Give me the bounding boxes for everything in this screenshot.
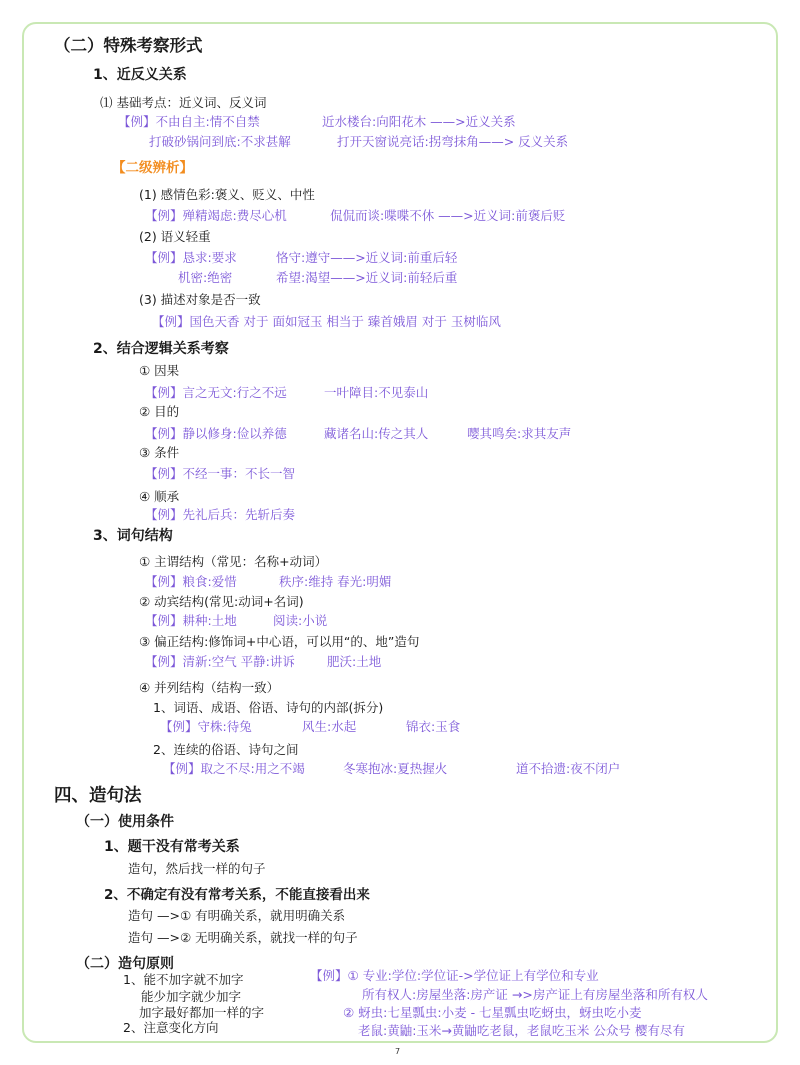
example-text: 打破砂锅问到底:不求甚解	[149, 134, 291, 149]
example-text: 嘤其鸣矣:求其友声	[467, 426, 572, 441]
example-text: 【例】不由自主:情不自禁	[118, 114, 260, 129]
example-text: 【例】不经一事：不长一智	[145, 466, 296, 481]
text-line: ④ 顺承	[139, 489, 180, 504]
text-line: ② 动宾结构(常见:动词+名词)	[139, 594, 304, 609]
example-text: 藏诸名山:传之其人	[324, 426, 429, 441]
text-line: 造句 —>② 无明确关系，就找一样的句子	[128, 930, 358, 945]
example-text: 所有权人:房屋坐落:房产证 →>房产证上有房屋坐落和所有权人	[362, 987, 708, 1002]
example-text: 【例】国色天香 对于 面如冠玉 相当于 臻首娥眉 对于 玉树临风	[152, 314, 501, 329]
text-line: ④ 并列结构（结构一致）	[139, 680, 280, 695]
example-text: 【例】先礼后兵：先斩后奏	[145, 507, 296, 522]
example-text: 老鼠:黄鼬:玉米→黄鼬吃老鼠，老鼠吃玉米 公众号 樱有尽有	[358, 1023, 685, 1038]
text-line: 1、词语、成语、俗语、诗句的内部(拆分)	[153, 700, 384, 715]
example-text: 近水楼台:向阳花木 ——>近义关系	[322, 114, 516, 129]
example-text: 秩序:维持 春光:明媚	[279, 574, 392, 589]
text-line: 造句 —>① 有明确关系，就用明确关系	[128, 908, 346, 923]
text-line: (3) 描述对象是否一致	[139, 292, 261, 307]
text-line: ③ 偏正结构:修饰词+中心语，可以用“的、地”造句	[139, 634, 420, 649]
text-line: ① 主谓结构（常见：名称+动词）	[139, 554, 328, 569]
text-line: 2、连续的俗语、诗句之间	[153, 742, 299, 757]
text-line: ② 目的	[139, 404, 180, 419]
text-line: ③ 条件	[139, 445, 180, 460]
example-text: 恪守:遵守——>近义词:前重后轻	[276, 250, 458, 265]
example-text: 阅读:小说	[273, 613, 328, 628]
example-text: 【例】① 专业:学位:学位证->学位证上有学位和专业	[310, 968, 599, 983]
text-line: 2、注意变化方向	[123, 1020, 219, 1035]
text-line: (2) 语义轻重	[139, 229, 211, 244]
subsection-title: 2、结合逻辑关系考察	[93, 341, 229, 357]
page-number: 7	[395, 1047, 401, 1056]
example-text: 【例】言之无文:行之不远	[145, 385, 287, 400]
example-text: 道不拾遗:夜不闭户	[516, 761, 621, 776]
example-text: 希望:渴望——>近义词:前轻后重	[276, 270, 458, 285]
subsection-title: 3、词句结构	[93, 528, 173, 544]
example-text: 打开天窗说亮话:拐弯抹角——> 反义关系	[337, 134, 569, 149]
text-line: 造句，然后找一样的句子	[128, 861, 266, 876]
subsection-title: 2、不确定有没有常考关系，不能直接看出来	[104, 887, 370, 903]
text-line: ① 因果	[139, 363, 180, 378]
example-text: 【例】静以修身:俭以养德	[145, 426, 287, 441]
example-text: 【例】耕种:土地	[145, 613, 237, 628]
example-text: 【例】粮食:爱惜	[145, 574, 237, 589]
section-title: （二）特殊考察形式	[54, 36, 203, 55]
text-line: 能少加字就少加字	[141, 989, 242, 1004]
text-line: ⑴ 基础考点：近义词、反义词	[100, 95, 267, 110]
example-text: 一叶障目:不见泰山	[324, 385, 429, 400]
section-title: （一）使用条件	[76, 814, 174, 830]
example-text: 冬寒抱冰:夏热握火	[343, 761, 448, 776]
example-text: 侃侃而谈:喋喋不休 ——>近义词:前褒后贬	[330, 208, 566, 223]
text-line: 1、能不加字就不加字	[123, 972, 244, 987]
subsection-title: 1、题干没有常考关系	[104, 839, 240, 855]
example-text: 【例】殚精竭虑:费尽心机	[145, 208, 287, 223]
highlight-label: 【二级辨析】	[112, 160, 193, 176]
example-text: 【例】清新:空气 平静:讲诉	[145, 654, 295, 669]
text-line: (1) 感情色彩:褒义、贬义、中性	[139, 187, 315, 202]
example-text: 肥沃:土地	[327, 654, 382, 669]
example-text: 【例】取之不尽:用之不竭	[163, 761, 305, 776]
subsection-title: 1、近反义关系	[93, 67, 187, 83]
section-title: （二）造句原则	[76, 956, 174, 972]
chapter-title: 四、造句法	[54, 786, 142, 806]
example-text: 风生:水起	[302, 719, 357, 734]
example-text: 机密:绝密	[178, 270, 233, 285]
example-text: 【例】守株:待兔	[160, 719, 252, 734]
example-text: 【例】恳求:要求	[145, 250, 237, 265]
example-text: 锦衣:玉食	[406, 719, 461, 734]
text-line: 加字最好都加一样的字	[139, 1005, 265, 1020]
example-text: ② 蚜虫:七星瓢虫:小麦 - 七星瓢虫吃蚜虫，蚜虫吃小麦	[343, 1005, 642, 1020]
